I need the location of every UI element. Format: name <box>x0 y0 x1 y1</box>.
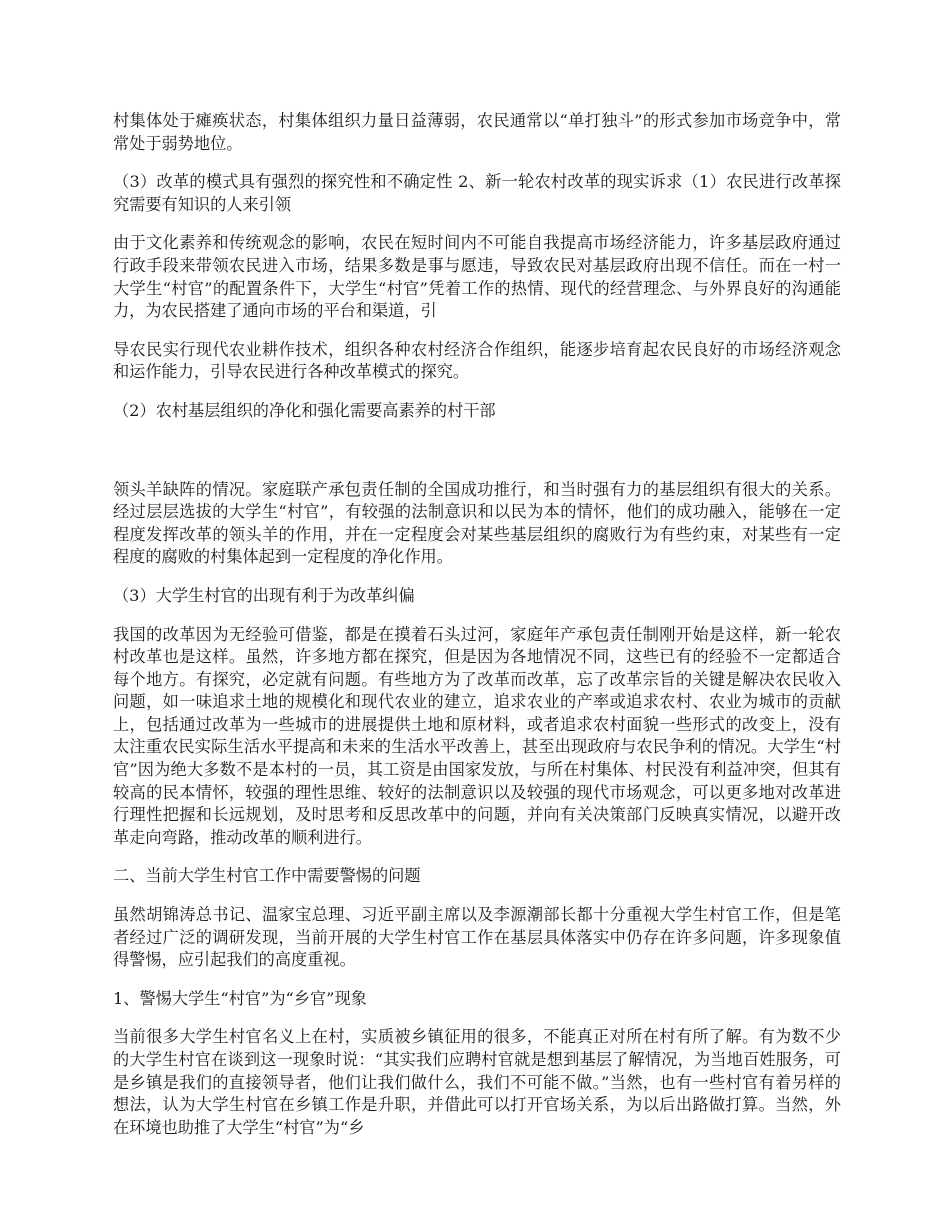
paragraph-8: 当前很多大学生村官名义上在村，实质被乡镇征用的很多，不能真正对所在村有所了解。有为数不少的大学生村官在谈到这一现象时说：“其实我们应聘村官就是想到基层了解情况，为当地百姓服务，可是乡镇是我们的直接领导者，他们让我们做什么，我们不可能不做。”当然，也有一些村官有着另样的想法，认为大学生村官在乡镇工作是升职，并借此可以打开官场关系，为以后出路做打算。当然，外在环境也助推了大学生“村官”为“乡 <box>113 1027 841 1137</box>
paragraph-6: 我国的改革因为无经验可借鉴，都是在摸着石头过河，家庭年产承包责任制刚开始是这样，新一轮农村改革也是这样。虽然，许多地方都在探究，但是因为各地情况不同，这些已有的经验不一定都适合每个地方。有探究，必定就有问题。有些地方为了改革而改革，忘了改革宗旨的关键是解决农民收入问题，如一味追求土地的规模化和现代农业的建立，追求农业的产率或追求农村、农业为城市的贡献上，包括通过改革为一些城市的进展提供土地和原材料，或者追求农村面貌一些形式的改变上，没有太注重农民实际生活水平提高和未来的生活水平改善上，甚至出现政府与农民争利的情况。大学生“村官”因为绝大多数不是本村的一员，其工资是由国家发放，与所在村集体、村民没有利益冲突，但其有较高的民本情怀，较强的理性思维、较好的法制意识以及较强的现代市场观念，可以更多地对改革进行理性把握和长远规划，及时思考和反思改革中的问题，并向有关决策部门反映真实情况，以避开改革走向弯路，推动改革的顺利进行。 <box>113 624 841 847</box>
paragraph-5: 领头羊缺阵的情况。家庭联产承包责任制的全国成功推行，和当时强有力的基层组织有很大的关系。经过层层选拔的大学生“村官”，有较强的法制意识和以民为本的情怀，他们的成功融入，能够在一定程度发挥改革的领头羊的作用，并在一定程度会对某些基层组织的腐败行为有些约束，对某些有一定程度的腐败的村集体起到一定程度的净化作用。 <box>113 479 841 567</box>
section-gap <box>113 439 841 479</box>
paragraph-7: 虽然胡锦涛总书记、温家宝总理、习近平副主席以及李源潮部长都十分重视大学生村官工作，但是笔者经过广泛的调研发现，当前开展的大学生村官工作在基层具体落实中仍存在许多问题，许多现象值得警惕，应引起我们的高度重视。 <box>113 905 841 970</box>
heading-3: （3）大学生村官的出现有利于为改革纠偏 <box>113 585 415 605</box>
paragraph-1: 村集体处于瘫痪状态，村集体组织力量日益薄弱，农民通常以“单打独斗”的形式参加市场竞争中，常常处于弱势地位。 <box>113 111 841 153</box>
section-heading-2: 二、当前大学生村官工作中需要警惕的问题 <box>113 866 421 886</box>
paragraph-2: （3）改革的模式具有强烈的探究性和不确定性 2、新一轮农村改革的现实诉求（1）农民进行改革探究需要有知识的人来引领 <box>113 172 841 214</box>
paragraph-3: 由于文化素养和传统观念的影响，农民在短时间内不可能自我提高市场经济能力，许多基层政府通过行政手段来带领农民进入市场，结果多数是事与愿违，导致农民对基层政府出现不信任。而在一村一大学生“村官”的配置条件下，大学生“村官”凭着工作的热情、现代的经营理念、与外界良好的沟通能力，为农民搭建了通向市场的平台和渠道，引 <box>113 233 841 321</box>
subheading-1: 1、警惕大学生“村官”为“乡官”现象 <box>113 988 367 1008</box>
document-page <box>113 110 841 1155</box>
paragraph-4: 导农民实行现代农业耕作技术，组织各种农村经济合作组织，能逐步培育起农民良好的市场经济观念和运作能力，引导农民进行各种改革模式的探究。 <box>113 339 841 382</box>
heading-2: （2）农村基层组织的净化和强化需要高素养的村干部 <box>113 400 496 420</box>
